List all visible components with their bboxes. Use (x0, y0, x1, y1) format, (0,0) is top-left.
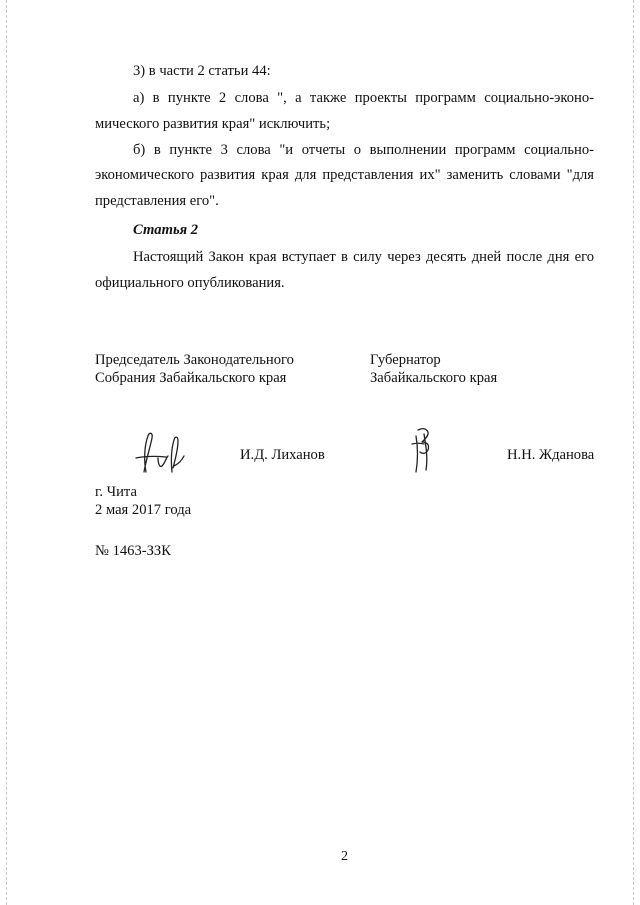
amendment-b-line1: б) в пункте 3 слова "и отчеты о выполнении программ социально- (133, 142, 594, 158)
chairman-title-line1: Председатель Законодательного (95, 352, 294, 368)
city: г. Чита (95, 484, 137, 500)
page-number: 2 (341, 849, 348, 864)
article-2-text-line1: Настоящий Закон края вступает в силу через десять дней после дня его (133, 249, 594, 265)
governor-signature (404, 424, 444, 478)
chairman-title-line2: Собрания Забайкальского края (95, 370, 287, 386)
governor-title-line1: Губернатор (370, 352, 441, 368)
law-date: 2 мая 2017 года (95, 502, 192, 518)
amendment-b-line2: экономического развития края для представления их" заменить словами "для (95, 167, 594, 183)
amendment-a-line1: а) в пункте 2 слова ", а также проекты программ социально-эконо- (133, 90, 594, 106)
governor-name: Н.Н. Жданова (507, 447, 595, 463)
law-number: № 1463-ЗЗК (95, 543, 171, 559)
article-2-heading: Статья 2 (133, 222, 199, 238)
chairman-signature (132, 428, 192, 480)
governor-title-line2: Забайкальского края (370, 370, 498, 386)
scan-edge-right (633, 0, 634, 905)
chairman-name: И.Д. Лиханов (240, 447, 325, 463)
scan-edge-left (6, 0, 7, 905)
amendment-b-line3: представления его". (95, 193, 219, 209)
amendment-item-3: 3) в части 2 статьи 44: (133, 63, 271, 79)
amendment-a-line2: мического развития края" исключить; (95, 116, 331, 132)
article-2-text-line2: официального опубликования. (95, 275, 285, 291)
